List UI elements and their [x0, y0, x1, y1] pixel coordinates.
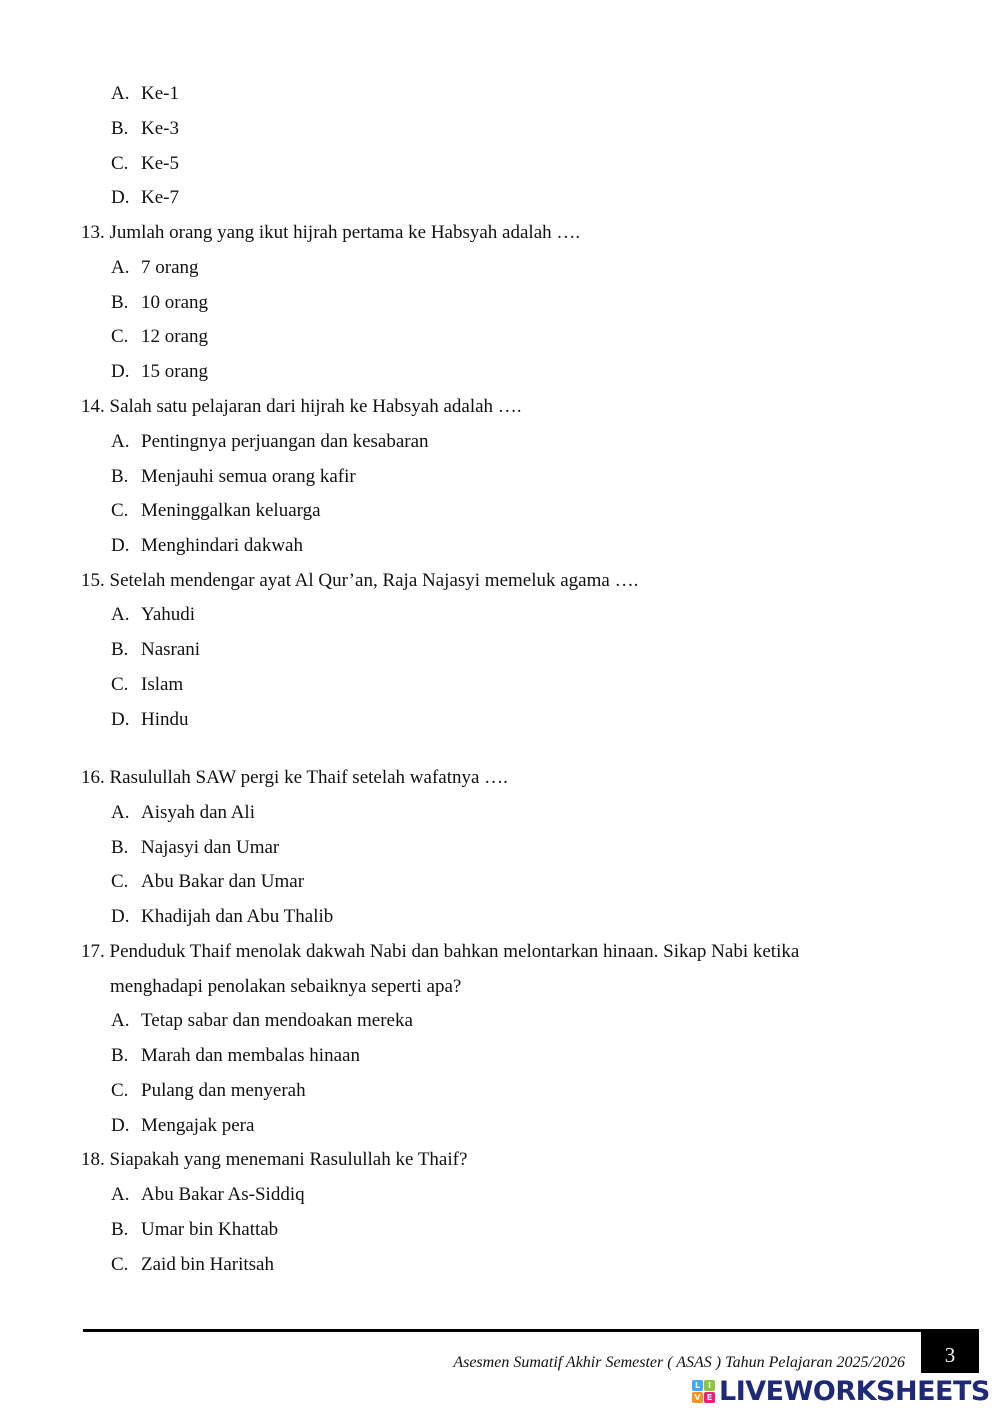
q17-option-b: B. Marah dan membalas hinaan [111, 1045, 360, 1066]
q18-option-b: B. Umar bin Khattab [111, 1219, 279, 1240]
q15-option-a: A. Yahudi [111, 604, 196, 625]
logo-text: LIVEWORKSHEETS [719, 1375, 990, 1407]
q15-option-d: D. Hindu [111, 709, 189, 730]
logo-tiles-icon [692, 1380, 715, 1403]
q17-option-c: C. Pulang dan menyerah [111, 1080, 306, 1101]
q17-option-a: A. Tetap sabar dan mendoakan mereka [111, 1010, 413, 1031]
q14-option-b: B. Menjauhi semua orang kafir [111, 466, 356, 487]
question-16-stem: 16. Rasulullah SAW pergi ke Thaif setelah wafatnya …. [81, 767, 508, 788]
logo-tile: L [692, 1380, 703, 1391]
q15-option-c: C. Islam [111, 674, 184, 695]
footer-divider [83, 1329, 921, 1332]
q16-option-b: B. Najasyi dan Umar [111, 837, 280, 858]
q15-option-b: B. Nasrani [111, 639, 201, 660]
q18-option-a: A. Abu Bakar As-Siddiq [111, 1184, 305, 1205]
page-number: 3 [921, 1329, 979, 1373]
logo-tile: I [704, 1380, 715, 1391]
q16-option-d: D. Khadijah dan Abu Thalib [111, 906, 334, 927]
question-18-stem: 18. Siapakah yang menemani Rasulullah ke Thaif? [81, 1149, 468, 1170]
question-13-stem: 13. Jumlah orang yang ikut hijrah pertama ke Habsyah adalah …. [81, 222, 581, 243]
q13-option-a: A. 7 orang [111, 257, 199, 278]
q12-option-a: A. Ke-1 [111, 83, 179, 104]
question-15-stem: 15. Setelah mendengar ayat Al Qur’an, Raja Najasyi memeluk agama …. [81, 570, 639, 591]
logo-tile: V [692, 1392, 703, 1403]
question-14-stem: 14. Salah satu pelajaran dari hijrah ke Habsyah adalah …. [81, 396, 522, 417]
q16-option-a: A. Aisyah dan Ali [111, 802, 255, 823]
logo-tile: E [704, 1392, 715, 1403]
liveworksheets-logo[interactable] [692, 1374, 990, 1408]
q16-option-c: C. Abu Bakar dan Umar [111, 871, 305, 892]
question-17-stem-continued: menghadapi penolakan sebaiknya seperti apa? [110, 976, 462, 997]
q13-option-c: C. 12 orang [111, 326, 209, 347]
q14-option-c: C. Meninggalkan keluarga [111, 500, 321, 521]
q18-option-c: C. Zaid bin Haritsah [111, 1254, 274, 1275]
q14-option-d: D. Menghindari dakwah [111, 535, 303, 556]
q12-option-b: B. Ke-3 [111, 118, 179, 139]
q13-option-d: D. 15 orang [111, 361, 209, 382]
q14-option-a: A. Pentingnya perjuangan dan kesabaran [111, 431, 429, 452]
question-17-stem: 17. Penduduk Thaif menolak dakwah Nabi dan bahkan melontarkan hinaan. Sikap Nabi ketika [81, 941, 800, 962]
q12-option-c: C. Ke-5 [111, 153, 179, 174]
q13-option-b: B. 10 orang [111, 292, 209, 313]
q12-option-d: D. Ke-7 [111, 187, 179, 208]
footer-caption: Asesmen Sumatif Akhir Semester ( ASAS ) Tahun Pelajaran 2025/2026 [453, 1354, 905, 1371]
q17-option-d: D. Mengajak pera [111, 1115, 255, 1136]
